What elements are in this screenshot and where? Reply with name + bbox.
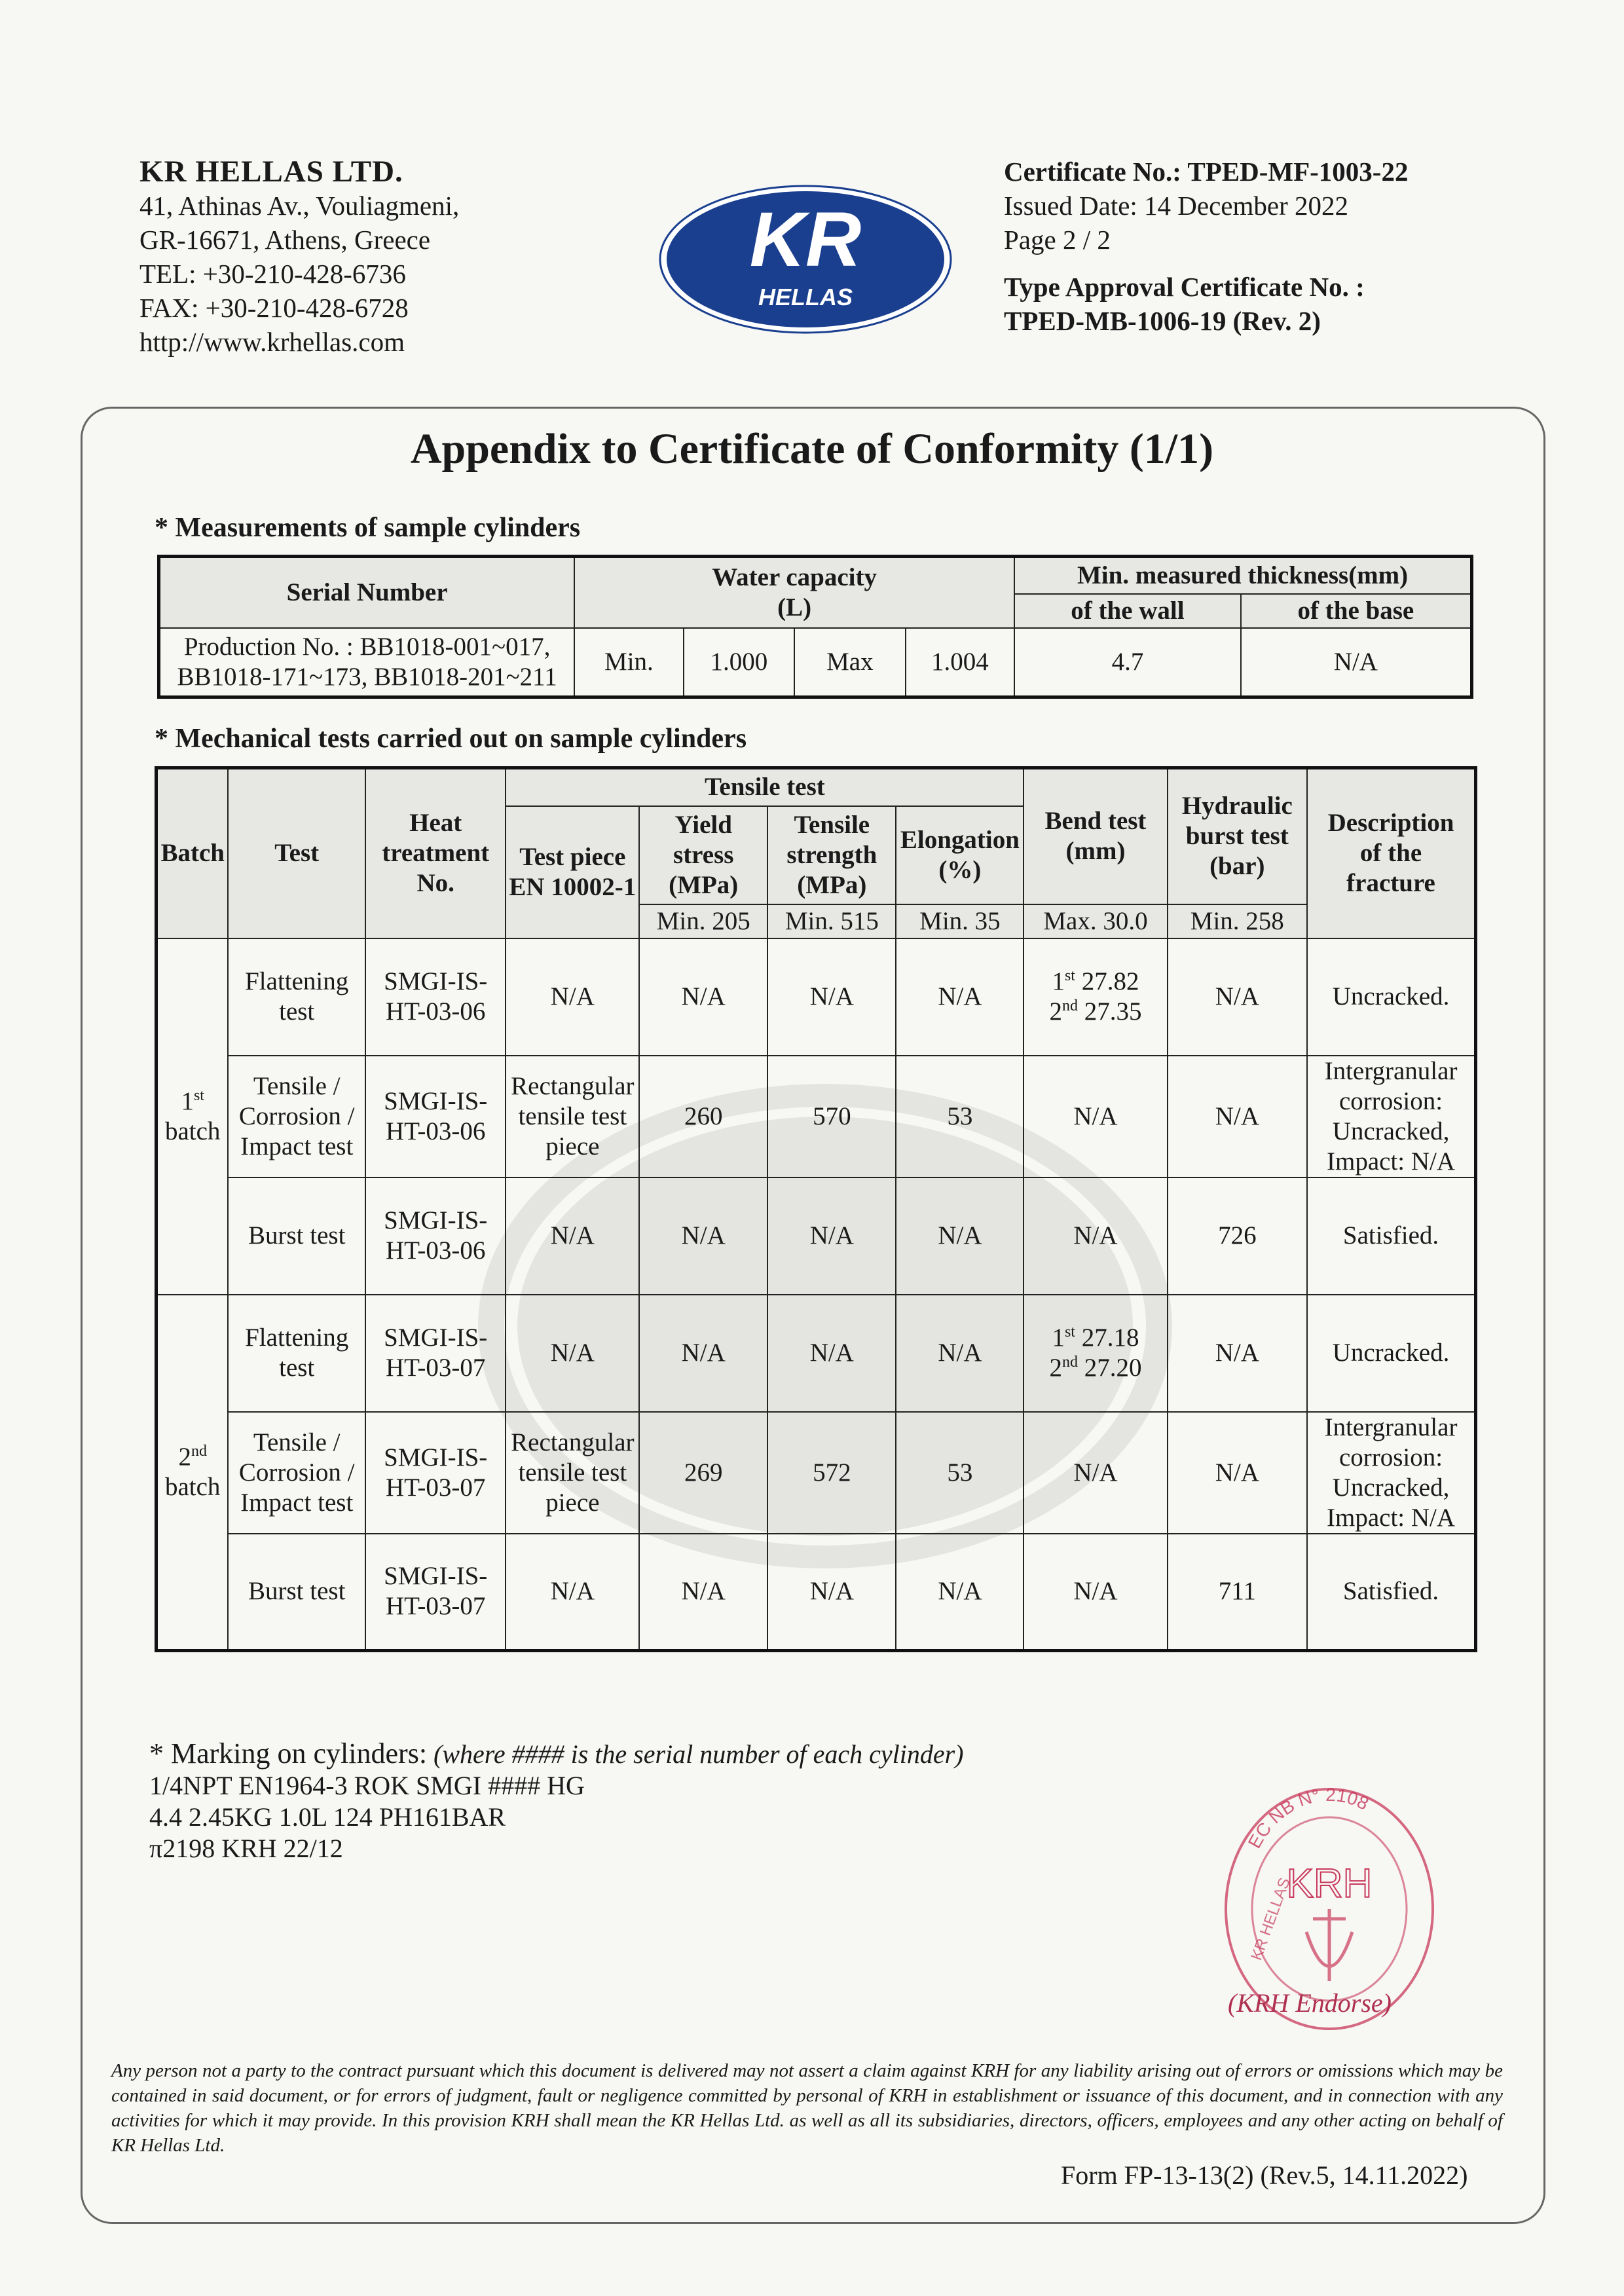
fracture-description-line: corrosion: bbox=[1338, 1086, 1443, 1115]
bend-ordinal: 1 bbox=[1052, 1324, 1065, 1352]
tensile-strength-cell: N/A bbox=[767, 1295, 896, 1412]
test-piece-line: N/A bbox=[550, 982, 595, 1010]
type-approval-number: TPED-MB-1006-19 (Rev. 2) bbox=[1004, 306, 1321, 336]
heat-treatment-cell bbox=[365, 1534, 506, 1651]
bend-test-cell: N/A bbox=[1024, 1177, 1167, 1295]
company-block bbox=[139, 155, 459, 359]
measurements-table bbox=[157, 555, 1473, 699]
min-label: Min. bbox=[574, 628, 683, 697]
test-name-cell bbox=[228, 1177, 365, 1295]
form-number: Form FP-13-13(2) (Rev.5, 14.11.2022) bbox=[1061, 2160, 1468, 2190]
bend-test-cell: N/A bbox=[1024, 1412, 1167, 1534]
fracture-description-header-line: fracture bbox=[1346, 869, 1435, 898]
tensile-strength-cell: 572 bbox=[767, 1412, 896, 1534]
test-piece-line: piece bbox=[545, 1488, 600, 1517]
test-name-line: Corrosion / bbox=[238, 1102, 355, 1130]
fracture-description-line: Intergranular bbox=[1324, 1056, 1458, 1085]
heat-treatment-cell bbox=[365, 1056, 506, 1177]
elongation-requirement: Min. 35 bbox=[896, 904, 1024, 938]
endorse-label: (KRH Endorse) bbox=[1228, 1988, 1392, 2018]
batch-number bbox=[158, 1442, 227, 1472]
bend-ordinal-suffix: nd bbox=[1061, 997, 1078, 1014]
test-name-line: Impact test bbox=[240, 1488, 354, 1517]
elongation-cell: N/A bbox=[896, 1177, 1024, 1295]
test-piece-line: Rectangular bbox=[511, 1428, 635, 1456]
test-name-cell bbox=[228, 1295, 365, 1412]
yield-requirement: Min. 205 bbox=[639, 904, 767, 938]
batch-ordinal: 2 bbox=[178, 1442, 191, 1471]
test-piece-line: tensile test bbox=[518, 1102, 627, 1130]
bend-ordinal: 2 bbox=[1049, 1354, 1062, 1382]
elongation-header-line: Elongation bbox=[900, 825, 1020, 854]
test-piece-line: tensile test bbox=[518, 1458, 627, 1487]
burst-test-cell: N/A bbox=[1168, 1056, 1307, 1177]
wall-header: of the wall bbox=[1014, 594, 1241, 628]
test-piece-cell bbox=[506, 1295, 639, 1412]
test-name-cell bbox=[228, 1056, 365, 1177]
heat-treatment-line: HT-03-06 bbox=[386, 1236, 486, 1265]
elongation-cell: N/A bbox=[896, 1295, 1024, 1412]
bend-requirement: Max. 30.0 bbox=[1024, 904, 1167, 938]
batch-word: batch bbox=[164, 1472, 221, 1501]
yield-stress-cell: 269 bbox=[639, 1412, 767, 1534]
heat-treatment-line: SMGI-IS- bbox=[384, 1206, 488, 1234]
test-piece-cell bbox=[506, 1177, 639, 1295]
fracture-description-cell bbox=[1307, 938, 1475, 1056]
tensile-strength-cell: N/A bbox=[767, 1534, 896, 1651]
batch-ordinal-suffix: nd bbox=[191, 1442, 207, 1460]
test-row bbox=[157, 1056, 1476, 1177]
certificate-number: Certificate No.: TPED-MF-1003-22 bbox=[1004, 157, 1409, 187]
heat-treatment-cell bbox=[365, 1295, 506, 1412]
batch-word: batch bbox=[164, 1117, 221, 1145]
batch-header: Batch bbox=[157, 768, 229, 938]
test-header: Test bbox=[228, 768, 365, 938]
disclaimer-text: Any person not a party to the contract pursuant which this document is delivered may not assert a claim against KRH for any liability arising out of errors or omissions which may be contained in said document, or for errors of judgment, fault or negligence committed by personal of KRH in establishment or issuance of this document, and in connection with any activities for which it may provide. In this provision KRH shall mean the KR Hellas Ltd. as well as all its subsidiaries, directors, officers, employees and any other acting on behalf of KR Hellas Ltd. bbox=[111, 2060, 1503, 2156]
heat-treatment-line: SMGI-IS- bbox=[384, 967, 488, 995]
burst-test-cell: 726 bbox=[1168, 1177, 1307, 1295]
test-row bbox=[157, 1177, 1476, 1295]
tensile-strength-header bbox=[767, 806, 896, 904]
strength-requirement: Min. 515 bbox=[767, 904, 896, 938]
heat-treatment-line: HT-03-07 bbox=[386, 1592, 486, 1621]
heat-treatment-line: SMGI-IS- bbox=[384, 1562, 488, 1591]
company-address-line2: GR-16671, Athens, Greece bbox=[139, 225, 431, 255]
serial-number-header: Serial Number bbox=[159, 557, 575, 628]
test-piece-cell bbox=[506, 1412, 639, 1534]
heat-treatment-cell bbox=[365, 938, 506, 1056]
water-capacity-unit: (L) bbox=[777, 593, 812, 621]
tensile-strength-cell: 570 bbox=[767, 1056, 896, 1177]
elongation-cell: N/A bbox=[896, 938, 1024, 1056]
bend-test-header-line: Bend test bbox=[1044, 807, 1147, 836]
production-number-cell bbox=[159, 628, 575, 697]
mechanical-table-header bbox=[157, 768, 1476, 938]
yield-stress-header-line: (MPa) bbox=[669, 870, 739, 899]
stamp-top-text: EC NB N° 2108 bbox=[1244, 1785, 1372, 1852]
test-row bbox=[157, 1534, 1476, 1651]
fracture-description-line: Intergranular bbox=[1324, 1413, 1458, 1441]
elongation-cell: N/A bbox=[896, 1534, 1024, 1651]
type-approval-label: Type Approval Certificate No. : bbox=[1004, 272, 1365, 302]
burst-test-cell: 711 bbox=[1168, 1534, 1307, 1651]
heat-treatment-cell bbox=[365, 1412, 506, 1534]
bend-value-line bbox=[1024, 1323, 1166, 1353]
logo-kr-text: KR bbox=[749, 196, 862, 283]
batch-ordinal-suffix: st bbox=[193, 1086, 204, 1104]
elongation-header-line: (%) bbox=[938, 855, 982, 884]
company-tel: TEL: +30-210-428-6736 bbox=[139, 259, 406, 289]
heat-treatment-header-line: Heat bbox=[409, 809, 462, 838]
tensile-strength-header-line: Tensile bbox=[794, 810, 870, 839]
tensile-test-header: Tensile test bbox=[506, 768, 1024, 806]
heat-treatment-line: SMGI-IS- bbox=[384, 1086, 488, 1115]
water-capacity-header bbox=[574, 557, 1014, 628]
heat-treatment-line: SMGI-IS- bbox=[384, 1324, 488, 1352]
test-piece-header-line: EN 10002-1 bbox=[509, 872, 637, 901]
fracture-description-line: corrosion: bbox=[1338, 1443, 1443, 1472]
fracture-description-line: Impact: N/A bbox=[1327, 1503, 1456, 1532]
test-piece-line: N/A bbox=[550, 1577, 595, 1606]
fracture-description-line: Uncracked. bbox=[1332, 1339, 1450, 1367]
test-name-line: Flattening bbox=[245, 1324, 349, 1352]
bend-test-header bbox=[1024, 768, 1167, 904]
mechanical-tests-table bbox=[155, 766, 1477, 1652]
test-piece-line: Rectangular bbox=[511, 1071, 635, 1100]
bend-value: 27.20 bbox=[1077, 1354, 1142, 1382]
marking-block bbox=[149, 1738, 964, 1864]
max-value: 1.004 bbox=[906, 628, 1015, 697]
bend-value-line bbox=[1024, 967, 1166, 997]
hydraulic-burst-header-line: burst test bbox=[1185, 822, 1289, 851]
mechanical-section-title: * Mechanical tests carried out on sample cylinders bbox=[155, 724, 747, 754]
test-name-cell bbox=[228, 938, 365, 1056]
heat-treatment-cell bbox=[365, 1177, 506, 1295]
bend-test-cell: N/A bbox=[1024, 1056, 1167, 1177]
fracture-description-line: Impact: N/A bbox=[1327, 1147, 1456, 1176]
production-line2: BB1018-171~173, BB1018-201~211 bbox=[177, 662, 557, 691]
bend-value: 27.35 bbox=[1077, 997, 1142, 1026]
test-row bbox=[157, 1295, 1476, 1412]
marking-title: * Marking on cylinders: bbox=[149, 1737, 428, 1769]
test-name-cell bbox=[228, 1534, 365, 1651]
company-address-line1: 41, Athinas Av., Vouliagmeni, bbox=[139, 191, 460, 221]
test-row bbox=[157, 1412, 1476, 1534]
bend-test-cell: N/A bbox=[1024, 1534, 1167, 1651]
test-row bbox=[157, 938, 1476, 1056]
fracture-description-cell bbox=[1307, 1177, 1475, 1295]
base-thickness-value: N/A bbox=[1241, 628, 1472, 697]
fracture-description-line: Uncracked, bbox=[1332, 1117, 1450, 1145]
heat-treatment-line: HT-03-07 bbox=[386, 1473, 486, 1502]
yield-stress-header-line: Yield bbox=[674, 810, 732, 839]
fracture-description-header bbox=[1307, 768, 1475, 938]
bend-test-header-line: (mm) bbox=[1065, 837, 1126, 866]
test-name-line: Impact test bbox=[240, 1132, 354, 1160]
measurements-section-title: * Measurements of sample cylinders bbox=[155, 513, 581, 543]
tensile-strength-cell: N/A bbox=[767, 938, 896, 1056]
heat-treatment-header-line: treatment bbox=[382, 839, 490, 868]
bend-value: 27.82 bbox=[1075, 967, 1139, 995]
fracture-description-cell bbox=[1307, 1056, 1475, 1177]
test-name-line: Corrosion / bbox=[238, 1458, 355, 1487]
stamp-center-text: KRH bbox=[1286, 1861, 1373, 1906]
yield-stress-cell: N/A bbox=[639, 938, 767, 1056]
test-name-line: Burst test bbox=[248, 1577, 346, 1606]
heat-treatment-line: HT-03-07 bbox=[386, 1354, 486, 1382]
test-piece-cell bbox=[506, 938, 639, 1056]
test-piece-cell bbox=[506, 1056, 639, 1177]
appendix-title: Appendix to Certificate of Conformity (1/1) bbox=[410, 425, 1214, 473]
test-piece-header-line: Test piece bbox=[519, 842, 626, 871]
test-name-line: Flattening bbox=[245, 967, 349, 995]
test-name-line: test bbox=[279, 1354, 315, 1382]
wall-thickness-value: 4.7 bbox=[1014, 628, 1241, 697]
heat-treatment-header bbox=[365, 768, 506, 938]
marking-line1: 1/4NPT EN1964-3 ROK SMGI #### HG bbox=[149, 1771, 585, 1800]
marking-note: (where #### is the serial number of each cylinder) bbox=[434, 1739, 964, 1769]
test-name-cell bbox=[228, 1412, 365, 1534]
company-fax: FAX: +30-210-428-6728 bbox=[139, 293, 409, 323]
company-name: KR HELLAS LTD. bbox=[139, 155, 403, 189]
elongation-cell: 53 bbox=[896, 1412, 1024, 1534]
heat-treatment-header-line: No. bbox=[416, 869, 454, 898]
fracture-description-line: Satisfied. bbox=[1342, 1221, 1439, 1250]
marking-line2: 4.4 2.45KG 1.0L 124 PH161BAR bbox=[149, 1802, 506, 1832]
fracture-description-line: Uncracked, bbox=[1332, 1473, 1450, 1502]
batch-ordinal: 1 bbox=[181, 1086, 194, 1115]
fracture-description-header-line: Description bbox=[1327, 809, 1454, 838]
heat-treatment-line: HT-03-06 bbox=[386, 997, 486, 1026]
max-label: Max bbox=[794, 628, 905, 697]
test-name-line: Burst test bbox=[248, 1221, 346, 1250]
burst-test-cell: N/A bbox=[1168, 938, 1307, 1056]
bend-ordinal: 1 bbox=[1052, 967, 1065, 995]
batch-number bbox=[158, 1086, 227, 1117]
bend-test-cell bbox=[1024, 938, 1167, 1056]
production-line1: Production No. : BB1018-001~017, bbox=[183, 632, 551, 661]
test-piece-header bbox=[506, 806, 639, 938]
bend-test-cell bbox=[1024, 1295, 1167, 1412]
burst-test-cell: N/A bbox=[1168, 1412, 1307, 1534]
heat-treatment-line: SMGI-IS- bbox=[384, 1443, 488, 1472]
burst-test-cell: N/A bbox=[1168, 1295, 1307, 1412]
water-capacity-label: Water capacity bbox=[712, 563, 877, 591]
bend-ordinal: 2 bbox=[1049, 997, 1062, 1026]
thickness-header: Min. measured thickness(mm) bbox=[1014, 557, 1471, 594]
elongation-header bbox=[896, 806, 1024, 904]
certificate-block bbox=[1004, 155, 1408, 338]
yield-stress-header bbox=[639, 806, 767, 904]
bend-ordinal-suffix: st bbox=[1064, 1324, 1075, 1341]
base-header: of the base bbox=[1241, 594, 1472, 628]
fracture-description-cell bbox=[1307, 1412, 1475, 1534]
kr-hellas-logo bbox=[658, 184, 953, 335]
yield-stress-header-line: stress bbox=[673, 840, 734, 869]
bend-ordinal-suffix: st bbox=[1064, 967, 1075, 984]
min-value: 1.000 bbox=[684, 628, 795, 697]
marking-line3: π2198 KRH 22/12 bbox=[149, 1834, 343, 1863]
heat-treatment-line: HT-03-06 bbox=[386, 1117, 486, 1145]
bend-ordinal-suffix: nd bbox=[1061, 1354, 1078, 1371]
issued-date: Issued Date: 14 December 2022 bbox=[1004, 191, 1348, 221]
burst-requirement: Min. 258 bbox=[1168, 904, 1307, 938]
test-piece-line: N/A bbox=[550, 1221, 595, 1250]
fracture-description-header-line: of the bbox=[1359, 839, 1422, 868]
batch-cell bbox=[157, 938, 229, 1295]
bend-value-line bbox=[1024, 1353, 1166, 1383]
test-piece-line: piece bbox=[545, 1132, 600, 1160]
bend-value: 27.18 bbox=[1075, 1324, 1139, 1352]
bend-value-line bbox=[1024, 997, 1166, 1027]
tensile-strength-header-line: strength bbox=[786, 840, 877, 869]
test-name-line: Tensile / bbox=[253, 1071, 341, 1100]
yield-stress-cell: N/A bbox=[639, 1177, 767, 1295]
elongation-cell: 53 bbox=[896, 1056, 1024, 1177]
fracture-description-cell bbox=[1307, 1295, 1475, 1412]
batch-cell bbox=[157, 1295, 229, 1651]
test-name-line: Tensile / bbox=[253, 1428, 341, 1456]
yield-stress-cell: 260 bbox=[639, 1056, 767, 1177]
hydraulic-burst-header-line: (bar) bbox=[1209, 852, 1265, 881]
fracture-description-line: Uncracked. bbox=[1332, 982, 1450, 1010]
logo-hellas-text: HELLAS bbox=[758, 284, 853, 310]
test-name-line: test bbox=[279, 997, 315, 1026]
test-piece-line: N/A bbox=[550, 1339, 595, 1367]
hydraulic-burst-header-line: Hydraulic bbox=[1181, 792, 1293, 821]
fracture-description-line: Satisfied. bbox=[1342, 1577, 1439, 1606]
company-website: http://www.krhellas.com bbox=[139, 327, 405, 357]
page-number: Page 2 / 2 bbox=[1004, 225, 1111, 255]
yield-stress-cell: N/A bbox=[639, 1295, 767, 1412]
fracture-description-cell bbox=[1307, 1534, 1475, 1651]
anchor-icon bbox=[1306, 1909, 1352, 1981]
yield-stress-cell: N/A bbox=[639, 1534, 767, 1651]
mechanical-table-body bbox=[157, 938, 1476, 1651]
tensile-strength-header-line: (MPa) bbox=[797, 870, 867, 899]
stamp-side-text: KR HELLAS bbox=[1247, 1875, 1294, 1963]
test-piece-cell bbox=[506, 1534, 639, 1651]
tensile-strength-cell: N/A bbox=[767, 1177, 896, 1295]
hydraulic-burst-header bbox=[1168, 768, 1307, 904]
